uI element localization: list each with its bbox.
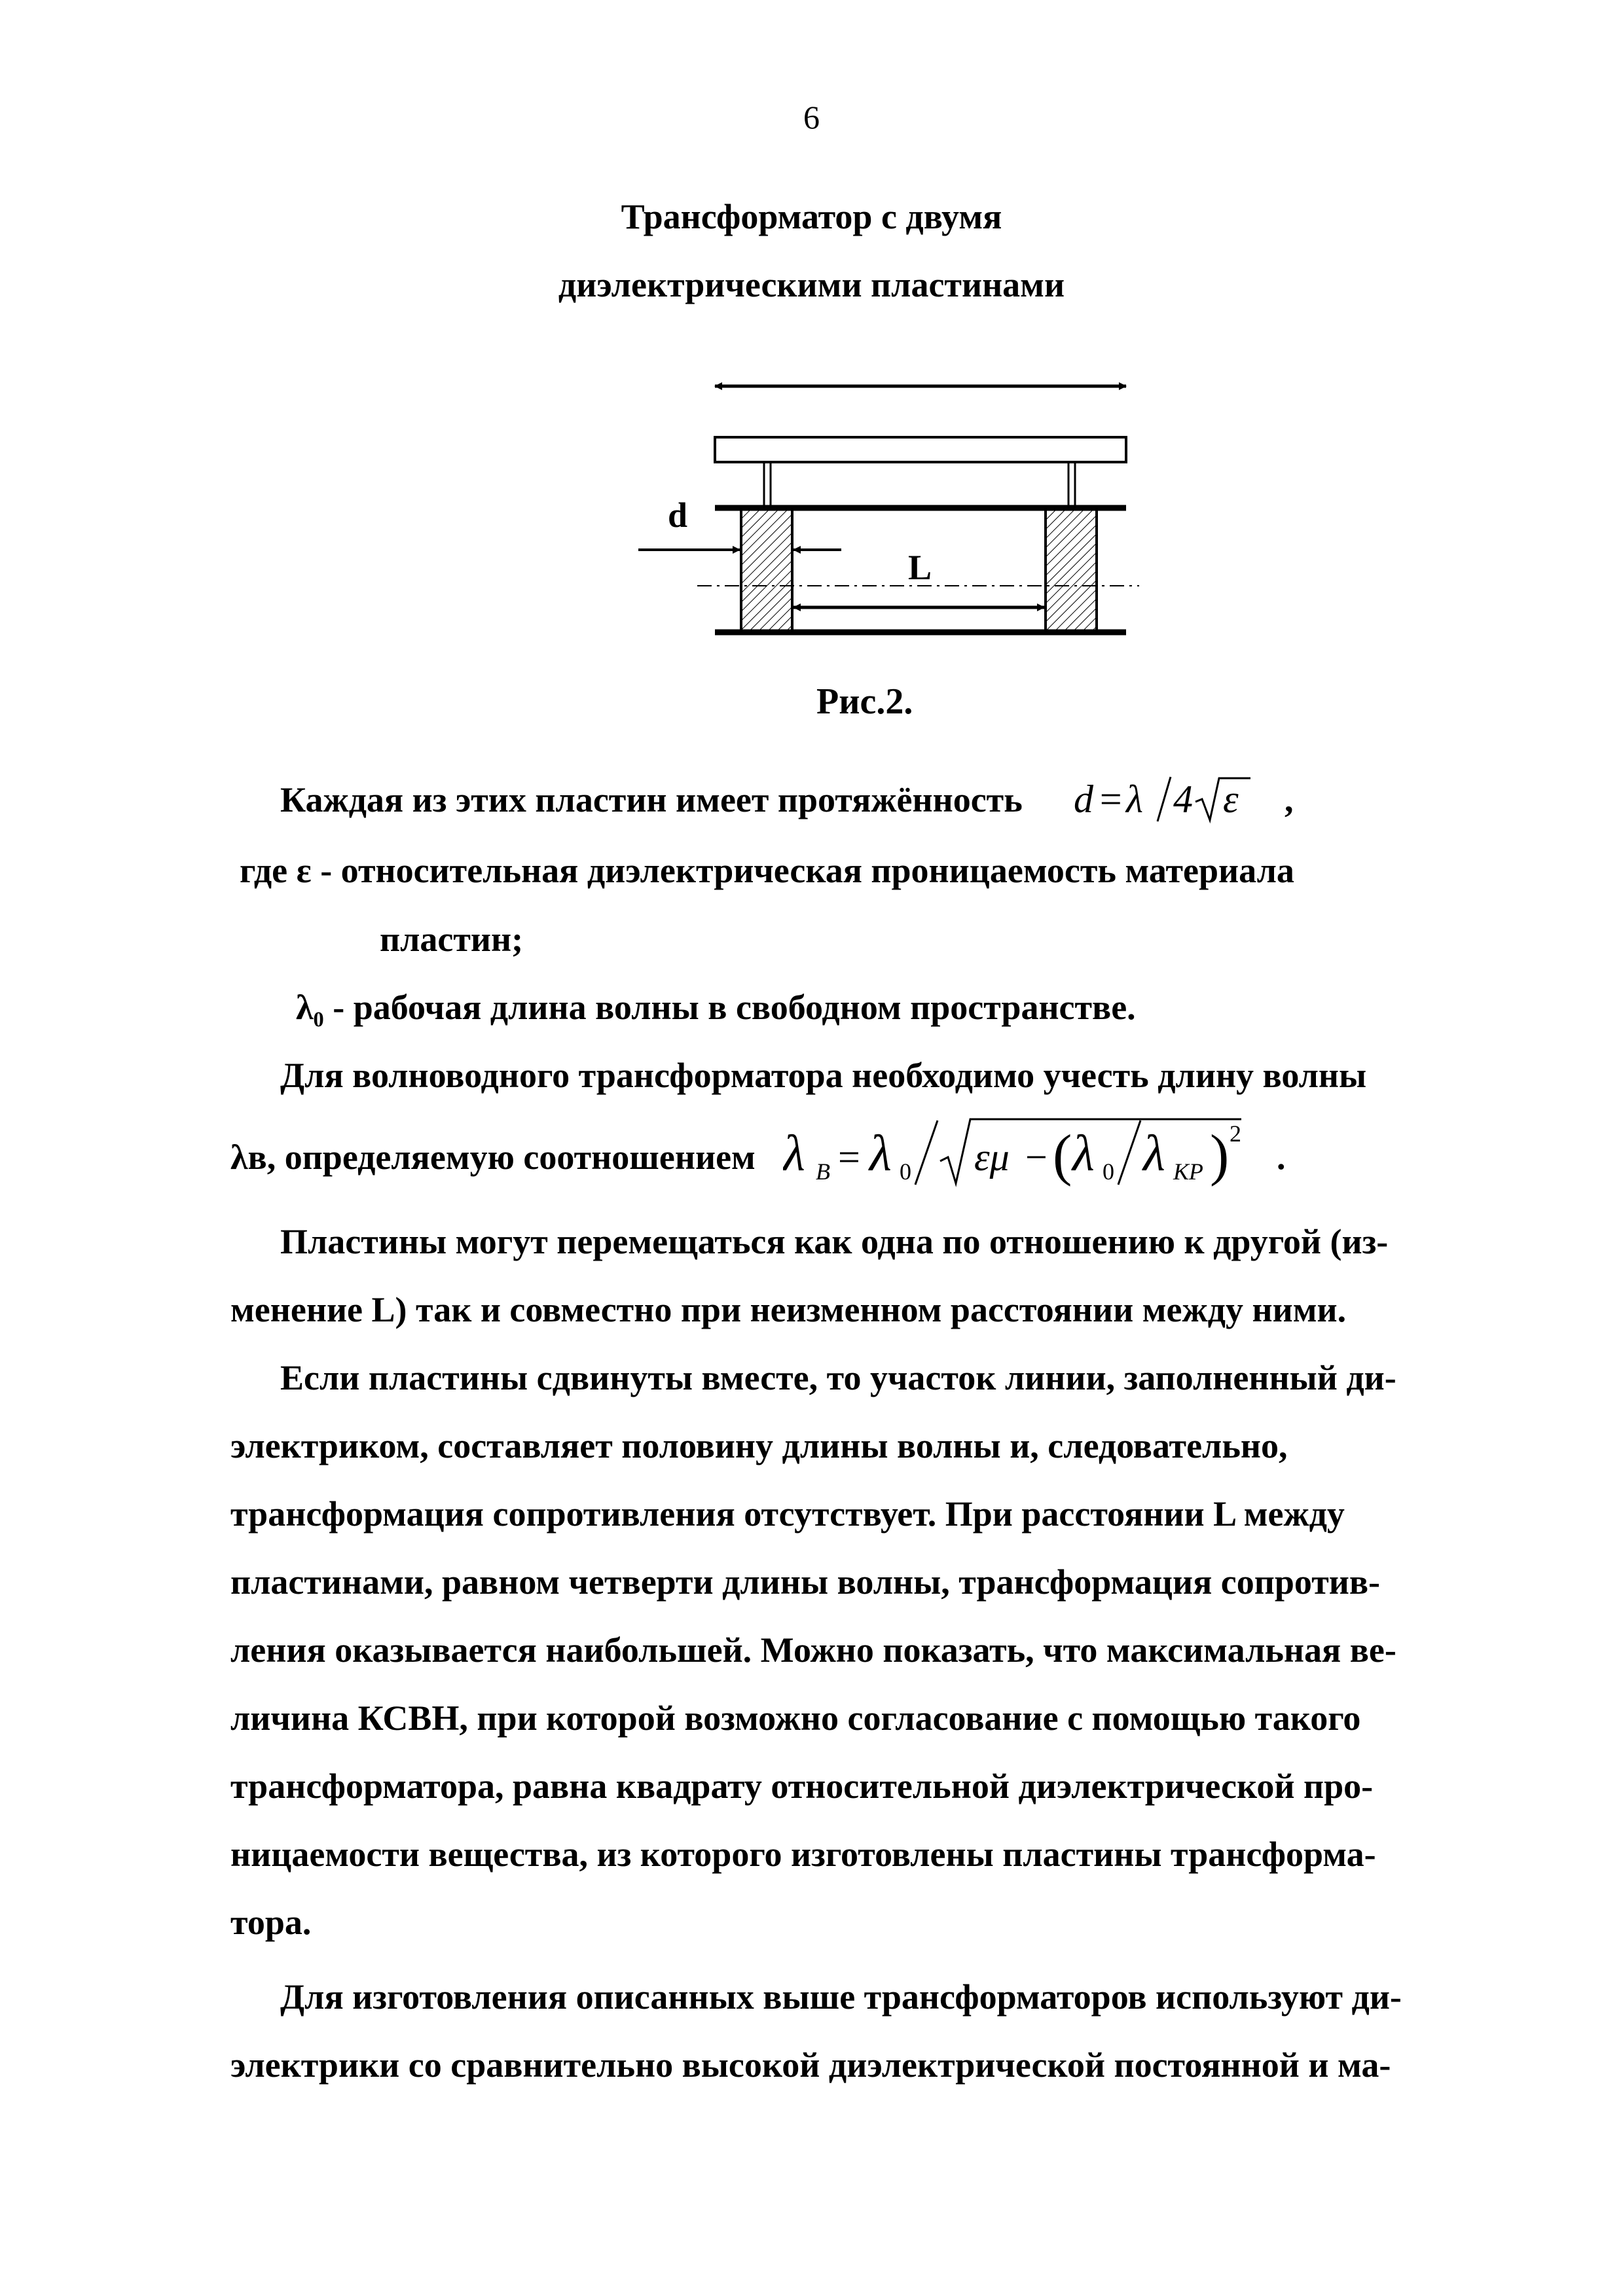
carriage-bar (715, 437, 1126, 462)
paragraph-1-text: Каждая из этих пластин имеет протяжённость (280, 780, 1023, 819)
paragraph-2-line-2: λв, определяемую соотношением (230, 1138, 756, 1177)
paragraph-4-line-2: электриком, составляет половину длины волны и, следовательно, (230, 1426, 1288, 1465)
lambda0-definition: λ₀ - рабочая длина волны в свободном пространстве. (296, 988, 1136, 1027)
svg-text:εμ: εμ (974, 1136, 1010, 1179)
svg-text:ε: ε (1223, 778, 1239, 821)
paragraph-1-comma: , (1285, 780, 1294, 819)
svg-text:4: 4 (1173, 778, 1193, 821)
paragraph-4-line-7: трансформатора, равна квадрату относительной диэлектрической про- (230, 1767, 1374, 1806)
svg-text:КР: КР (1173, 1158, 1203, 1185)
paragraph-4-line-8: ницаемости вещества, из которого изготовлены пластины трансформа- (230, 1835, 1376, 1874)
epsilon-definition: где ε - относительная диэлектрическая проницаемость материала (240, 851, 1294, 890)
paragraph-5-line-2: электрики со сравнительно высокой диэлектрической постоянной и ма- (230, 2045, 1391, 2085)
epsilon-definition-cont: пластин; (380, 920, 524, 959)
svg-text:d: d (1074, 778, 1093, 821)
svg-text:λ: λ (869, 1124, 892, 1181)
paragraph-3-line-2: менение L) так и совместно при неизменном расстоянии между ними. (230, 1290, 1347, 1329)
paragraph-4-line-3: трансформация сопротивления отсутствует. При расстоянии L между (230, 1494, 1345, 1534)
svg-text:λ: λ (1072, 1124, 1095, 1181)
support-rod-right (1068, 462, 1075, 507)
svg-text:0: 0 (900, 1158, 911, 1185)
section-title-line-2: диэлектрическими пластинами (558, 265, 1065, 304)
paragraph-4-line-1: Если пластины сдвинуты вместе, то участок линии, заполненный ди- (280, 1358, 1396, 1397)
svg-text:): ) (1210, 1124, 1230, 1187)
thickness-formula-render (1074, 774, 1296, 827)
label-d: d (668, 495, 688, 535)
thickness-formula (1074, 774, 1296, 837)
svg-text:=: = (838, 1136, 860, 1179)
svg-text:λ: λ (1126, 778, 1143, 821)
svg-text:λ: λ (783, 1124, 805, 1181)
paragraph-4-line-5: ления оказывается наибольшей. Можно показать, что максимальная ве- (230, 1630, 1396, 1670)
svg-text:(: ( (1053, 1124, 1072, 1187)
paragraph-5-line-1: Для изготовления описанных выше трансформаторов используют ди- (280, 1977, 1402, 2017)
paragraph-4-line-6: личина КСВН, при которой возможно согласование с помощью такого (230, 1698, 1361, 1738)
guide-wavelength-formula-render (783, 1117, 1281, 1189)
section-title-line-1: Трансформатор с двумя (621, 197, 1002, 236)
svg-text:В: В (816, 1158, 830, 1185)
svg-text:=: = (1097, 778, 1124, 821)
page-number: 6 (803, 99, 820, 135)
paragraph-4-line-4: пластинами, равном четверти длины волны, трансформация сопротив- (230, 1562, 1380, 1602)
figure-caption: Рис.2. (816, 681, 913, 722)
dielectric-plate-right (1046, 508, 1097, 632)
paragraph-4-line-9: тора. (230, 1903, 312, 1942)
svg-text:0: 0 (1103, 1158, 1114, 1185)
dielectric-plate-left (741, 508, 792, 632)
paragraph-2-line-1: Для волноводного трансформатора необходимо учесть длину волны (280, 1056, 1367, 1095)
svg-text:λ: λ (1143, 1124, 1165, 1181)
transformer-diagram (615, 367, 1152, 655)
support-rod-left (764, 462, 771, 507)
guide-wavelength-formula (783, 1117, 1281, 1192)
label-l: L (908, 548, 932, 587)
svg-text:2: 2 (1230, 1121, 1241, 1147)
paragraph-3-line-1: Пластины могут перемещаться как одна по отношению к другой (из- (280, 1222, 1389, 1261)
paragraph-2-end: . (1277, 1138, 1286, 1177)
svg-text:−: − (1025, 1136, 1048, 1179)
